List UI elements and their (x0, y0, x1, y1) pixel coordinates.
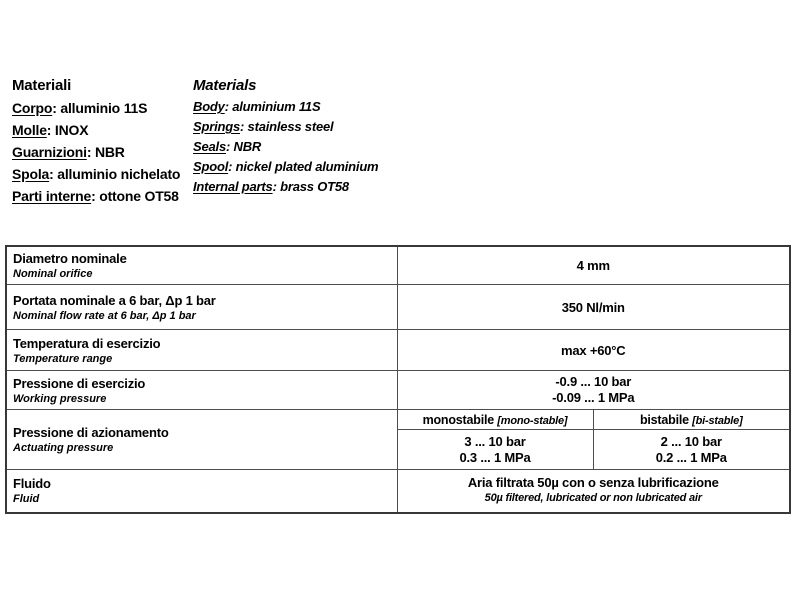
material-value: : stainless steel (240, 119, 334, 134)
spec-label-cell (6, 246, 397, 285)
material-item-spola (12, 163, 180, 185)
material-item-internal-parts (193, 177, 378, 197)
value-mpa: 0.3 ... 1 MPa (459, 449, 531, 465)
material-value: : aluminium 11S (224, 99, 321, 114)
label-english: Temperature range (13, 352, 113, 365)
spec-value-cell (397, 470, 790, 513)
material-value: : nickel plated aluminium (228, 159, 379, 174)
spec-row-fluid (6, 470, 790, 513)
material-value: : ottone OT58 (91, 188, 179, 204)
material-item-spool (193, 157, 378, 177)
label-italian: Diametro nominale (13, 251, 127, 266)
material-term: Molle (12, 122, 47, 138)
label-italian: Temperatura di esercizio (13, 335, 161, 351)
label-italian: Pressione di esercizio (13, 375, 146, 391)
label-english: Working pressure (13, 392, 107, 405)
material-term: Internal parts (193, 179, 273, 194)
spec-row-temperature-range (6, 330, 790, 371)
subheader-italian: monostabile (422, 412, 494, 427)
spec-label-cell (6, 470, 397, 513)
spec-table (5, 245, 791, 514)
label-italian: Pressione di azionamento (13, 425, 169, 440)
spec-label-cell (6, 285, 397, 330)
material-value: : NBR (86, 144, 125, 160)
value-bar: 2 ... 10 bar (660, 433, 722, 449)
value-mpa: -0.09 ... 1 MPa (552, 390, 635, 405)
spec-value-cell (397, 371, 790, 410)
label-english: Fluid (13, 493, 40, 506)
spec-row-nominal-orifice (6, 246, 790, 285)
subheader-monostable (397, 410, 593, 430)
subheader-english: [bi-stable] (692, 414, 743, 427)
material-value: : brass OT58 (272, 179, 349, 194)
label-english: Nominal flow rate at 6 bar, Δp 1 bar (13, 309, 196, 322)
subheader-bistable (593, 410, 790, 430)
material-term: Seals (193, 139, 226, 154)
material-item-springs (193, 117, 378, 137)
label-english: Nominal orifice (13, 268, 93, 280)
value-bar: -0.9 ... 10 bar (555, 374, 632, 389)
materials-list-english (193, 76, 378, 197)
material-term: Guarnizioni (12, 144, 87, 160)
spec-label-cell (6, 371, 397, 410)
value-italian: Aria filtrata 50µ con o senza lubrificazione (467, 475, 719, 491)
label-italian: Portata nominale a 6 bar, Δp 1 bar (13, 292, 216, 308)
material-term: Body (193, 99, 225, 114)
material-term: Spola (12, 166, 50, 182)
subheader-italian: bistabile (639, 412, 689, 427)
material-term: Spool (193, 159, 229, 174)
material-value: : NBR (225, 139, 262, 154)
value-bar: 3 ... 10 bar (464, 433, 526, 449)
spec-value-cell-monostable (397, 430, 593, 470)
materials-en-heading: Materials (193, 77, 257, 94)
spec-value-cell-bistable (593, 430, 790, 470)
spec-label-cell (6, 410, 397, 470)
value-mpa: 0.2 ... 1 MPa (655, 449, 727, 465)
label-english: Actuating pressure (13, 442, 114, 454)
material-item-parti-interne (12, 185, 180, 207)
subheader-english: [mono-stable] (497, 414, 568, 427)
material-term: Corpo (12, 100, 53, 116)
material-item-body (193, 97, 378, 117)
spec-row-actuating-pressure-header (6, 410, 790, 430)
spec-value-cell: max +60°C (397, 330, 790, 371)
material-value: : INOX (46, 122, 89, 138)
materials-list-italian (12, 76, 180, 207)
material-term: Springs (193, 119, 240, 134)
material-item-molle (12, 119, 180, 141)
material-item-guarnizioni (12, 141, 180, 163)
materials-it-heading: Materiali (12, 77, 72, 94)
material-term: Parti interne (12, 188, 92, 204)
material-value: : alluminio 11S (52, 100, 148, 116)
spec-row-nominal-flow-rate (6, 285, 790, 330)
spec-value-cell: 4 mm (397, 246, 790, 285)
value-english: 50µ filtered, lubricated or non lubricated air (484, 492, 702, 505)
material-item-seals (193, 137, 378, 157)
label-italian: Fluido (13, 476, 51, 492)
material-item-corpo (12, 97, 180, 119)
spec-row-working-pressure (6, 371, 790, 410)
spec-label-cell (6, 330, 397, 371)
material-value: : alluminio nichelato (49, 166, 181, 182)
spec-value-cell: 350 Nl/min (397, 285, 790, 330)
